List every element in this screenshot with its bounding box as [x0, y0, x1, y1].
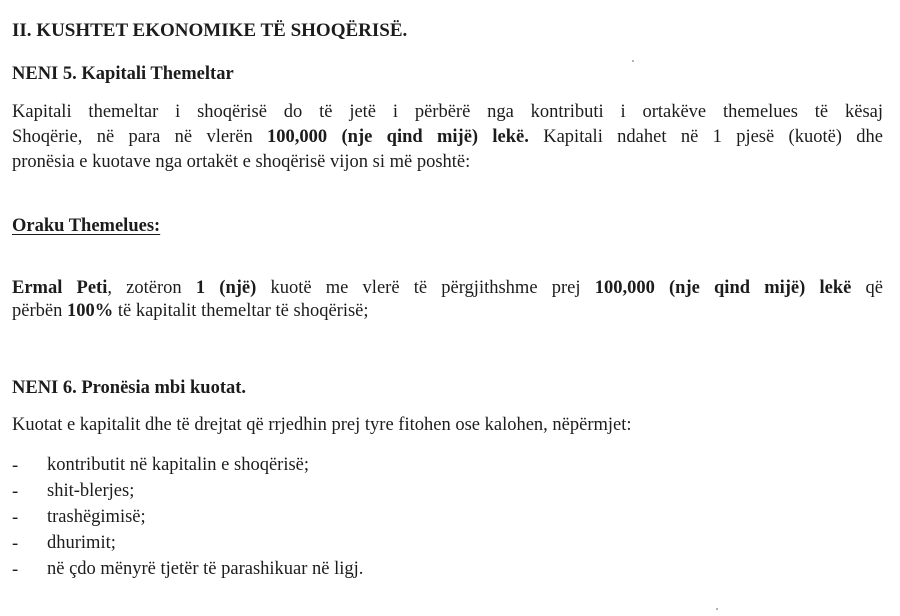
article-6-heading: NENI 6. Pronësia mbi kuotat. [12, 378, 247, 398]
founder-quota-value: 100,000 (nje qind mijë) lekë [594, 278, 852, 298]
bullet-dash: - [12, 482, 19, 502]
founder-name: Ermal Peti [12, 278, 108, 298]
capital-amount: 100,000 (nje qind mijë) lekë. [267, 127, 529, 147]
bullet-dash: - [12, 560, 19, 580]
founder-line-2-a: përbën [12, 301, 67, 321]
article-5-paragraph-line-1: Kapitali themeltar i shoqërisë do të jetë i përbërë nga kontributi i ortakëve themelues të kësaj [12, 102, 883, 122]
founder-heading: Oraku Themelues: [12, 216, 161, 236]
founder-line-2 [12, 300, 369, 322]
founder-percentage: 100% [66, 301, 114, 321]
list-item-text: në çdo mënyrë tjetër të parashikuar në ligj. [47, 559, 364, 579]
founder-text-f: që [851, 278, 883, 298]
article-5-paragraph-line-2 [12, 126, 883, 148]
line-2-text-c: Kapitali ndahet në 1 pjesë (kuotë) dhe [528, 127, 884, 147]
article-5-heading: NENI 5. Kapitali Themeltar [12, 64, 234, 84]
bullet-dash: - [12, 508, 19, 528]
list-item-text: shit-blerjes; [47, 481, 135, 501]
founder-line-1 [12, 277, 883, 299]
scan-speck [632, 60, 634, 62]
scan-speck [716, 608, 718, 610]
founder-line-2-c: të kapitalit themeltar të shoqërisë; [113, 301, 369, 321]
founder-text-d: kuotë me vlerë të përgjithshme prej [256, 278, 595, 298]
article-5-paragraph-line-3: pronësia e kuotave nga ortakët e shoqërisë vijon si më poshtë: [12, 152, 471, 172]
bullet-dash: - [12, 534, 19, 554]
list-item-text: dhurimit; [47, 533, 116, 553]
list-item-text: trashëgimisë; [47, 507, 146, 527]
list-item-text: kontributit në kapitalin e shoqërisë; [47, 455, 310, 475]
section-title: II. KUSHTET EKONOMIKE TË SHOQËRISË. [12, 20, 408, 41]
founder-quota-count: 1 (një) [195, 278, 257, 298]
line-2-text-a: Shoqërie, në para në vlerën [12, 127, 268, 147]
article-6-intro: Kuotat e kapitalit dhe të drejtat që rrjedhin prej tyre fitohen ose kalohen, nëpërmjet: [12, 415, 632, 435]
bullet-dash: - [12, 456, 19, 476]
founder-text-b: , zotëron [107, 278, 196, 298]
